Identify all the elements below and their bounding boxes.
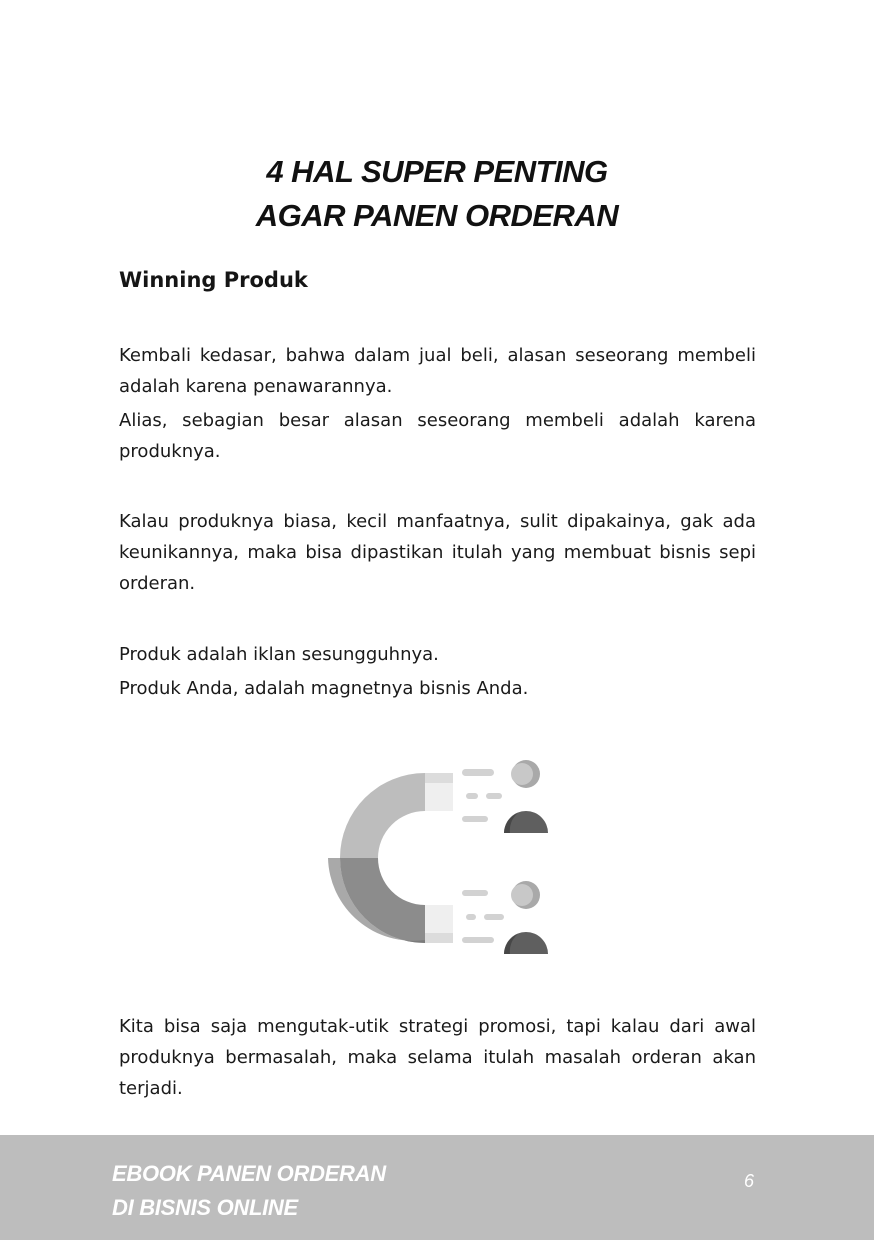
paragraph-6: Kita bisa saja mengutak-utik strategi promosi, tapi kalau dari awal produknya bermasalah, maka selama itulah masalah orderan akan terjadi. <box>119 1016 756 1099</box>
paragraph-1: Kembali kedasar, bahwa dalam jual beli, alasan seseorang membeli adalah karena penawarannya. <box>119 345 756 397</box>
footer-title-line-2: DI BISNIS ONLINE <box>112 1195 298 1220</box>
footer-title-line-1: EBOOK PANEN ORDERAN <box>112 1161 386 1186</box>
magnet-attracting-people-icon <box>320 760 555 960</box>
footer-book-title <box>112 1157 386 1225</box>
section-heading: Winning Produk <box>119 268 308 292</box>
page-number: 6 <box>744 1171 755 1191</box>
page-title <box>0 150 874 238</box>
page-footer <box>0 1135 874 1240</box>
page-title-line-2: AGAR PANEN ORDERAN <box>255 198 619 233</box>
paragraph-4: Produk adalah iklan sesungguhnya. <box>119 644 439 665</box>
page-title-line-1: 4 HAL SUPER PENTING <box>266 154 608 189</box>
paragraph-5: Produk Anda, adalah magnetnya bisnis Anda. <box>119 678 529 699</box>
paragraph-2: Alias, sebagian besar alasan seseorang membeli adalah karena produknya. <box>119 410 756 462</box>
paragraph-3: Kalau produknya biasa, kecil manfaatnya, sulit dipakainya, gak ada keunikannya, maka bisa dipastikan itulah yang membuat bisnis sepi orderan. <box>119 511 756 594</box>
